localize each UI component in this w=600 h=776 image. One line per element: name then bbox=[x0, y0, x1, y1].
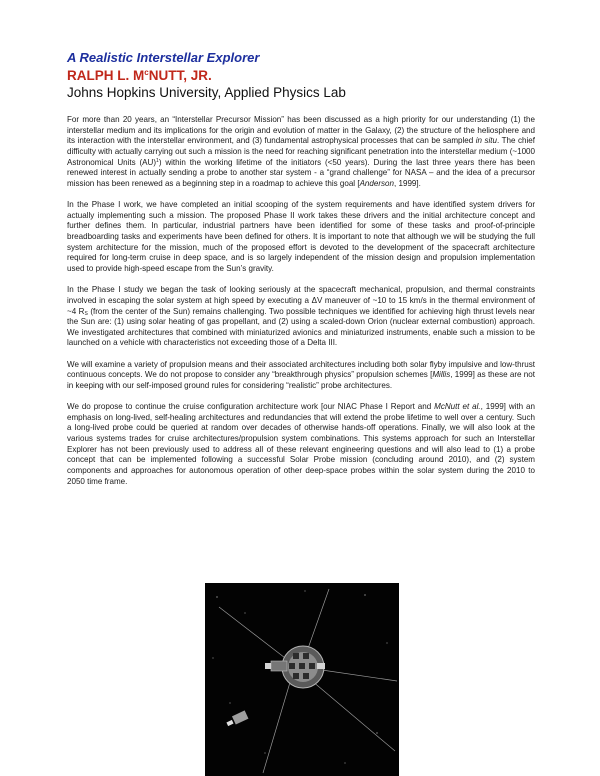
p3-text-a: In the Phase I study we began the task of looking seriously at the spacecraft mechanical, propulsion, and thermal constraints involved in escaping the solar system at high speed by executing a ΔV maneuver of ~10 to 15 km/s in the thermal environment of ~4 R bbox=[67, 285, 535, 316]
author-affiliation: Johns Hopkins University, Applied Physics Lab bbox=[67, 85, 346, 100]
p1-text-d: ) within the working lifetime of the initiators (<50 years). During the last three years there has been renewed interest in actually sending a probe to another star system - a “grand challenge” for NASA – and the idea of a precursor mission has been renewed as a beginning step in a roadmap to achieve this goal [ bbox=[67, 157, 536, 188]
author-name-sup: c bbox=[144, 68, 149, 77]
p3-text-b: (from the center of the Sun) remains challenging. Two possible techniques we identified for achieving high thrust levels near the Sun are: (1) using solar heating of gas propellant, and (2) using a scaled-down Orion (nuclear external combustion) approach. We investigated architectures that combined with miniaturized avionics and miniaturized instruments, enable such a mission to be launched on a vehicle with characteristics not exceeding those of a Delta III. bbox=[67, 306, 535, 348]
paragraph-4 bbox=[67, 360, 535, 392]
paragraph-3 bbox=[67, 285, 535, 349]
p1-text-f: , 1999]. bbox=[394, 178, 421, 188]
spacecraft-illustration bbox=[205, 583, 399, 776]
p5-citation-mcnutt: McNutt et al. bbox=[434, 402, 481, 412]
p4-citation-millis: Millis bbox=[432, 370, 451, 380]
p5-text-a: We do propose to continue the cruise configuration architecture work [our NIAC Phase I Report and bbox=[67, 402, 435, 412]
p1-citation-anderson: Anderson bbox=[359, 178, 395, 188]
p1-text-in-situ: in situ bbox=[475, 136, 498, 146]
spacecraft-render bbox=[205, 583, 399, 776]
paragraph-2: In the Phase I work, we have completed an initial scooping of the system requirements and have identified system drivers for actually implementing such a mission. The proposed Phase II work takes these drivers and the initial architecture concept and further defines them. In particular, industrial partners have been identified for some of these tasks and proof-of-principle breadboarding tasks and experiments have been defined for others. It is important to note that although we will be studying the full system architecture for the mission, much of the proposed effort is devoted to the development of the spacecraft architecture required for long-term cruise in deep space, and is so largely independent of the mission design and propulsion implementation used to provide high-speed escape from the Sun’s gravity. bbox=[67, 200, 535, 274]
p4-text-c: , 1999] as these are not in keeping with our self-imposed ground rules for considering “realistic” probe architectures. bbox=[67, 370, 535, 390]
author-name bbox=[67, 65, 535, 84]
p4-text-a: We will examine a variety of propulsion means and their associated architectures including both solar flyby impulsive and low-thrust continuous concepts. We do not propose to consider any “breakthrough physics” propulsion schemes [ bbox=[67, 359, 535, 380]
document-title: A Realistic Interstellar Explorer bbox=[67, 50, 260, 65]
author-name-suffix: NUTT, JR. bbox=[148, 68, 212, 83]
p1-footnote-mark: 1 bbox=[156, 157, 159, 164]
paragraph-1 bbox=[67, 115, 535, 190]
p1-text-a: For more than 20 years, an “Interstellar Precursor Mission” has been discussed as a high priority for our understanding (1) the interstellar medium and its implications for the origin and evolution of matter in the Galaxy, (2) the structure of the heliosphere and its interaction with the interstellar environment, and (3) fundamental astrophysical processes that can be sampled bbox=[67, 115, 535, 146]
paragraph-5 bbox=[67, 402, 535, 487]
p3-subscript: S bbox=[84, 310, 88, 317]
document-page bbox=[67, 50, 535, 498]
p1-text-c: . The chief difficulty with actually carrying out such a mission is the need for reaching significant penetration into the interstellar medium (~1000 Astronomical Units (AU) bbox=[67, 136, 535, 167]
p5-text-c: , 1999] with an emphasis on long-lived, self-healing architectures and redundancies that will extend the probe lifetime to well over a century. Such a long-lived probe could be queried at random over decades of otherwise hands-off operations. Finally, we will also look at the various systems trades for cruise architectures/propulsion system combinations. This systems approach for such an Interstellar Explorer has not been previously used to address all of these relevant engineering questions and will also lead to (1) a probe concept that can be implemented following a successful Solar Probe mission (concluding around 2010), and (2) system components and approaches for autonomous operation of other deep-space probes within the solar system during the 2010 to 2050 time frame. bbox=[67, 402, 536, 486]
author-name-prefix: RALPH L. M bbox=[67, 68, 145, 83]
